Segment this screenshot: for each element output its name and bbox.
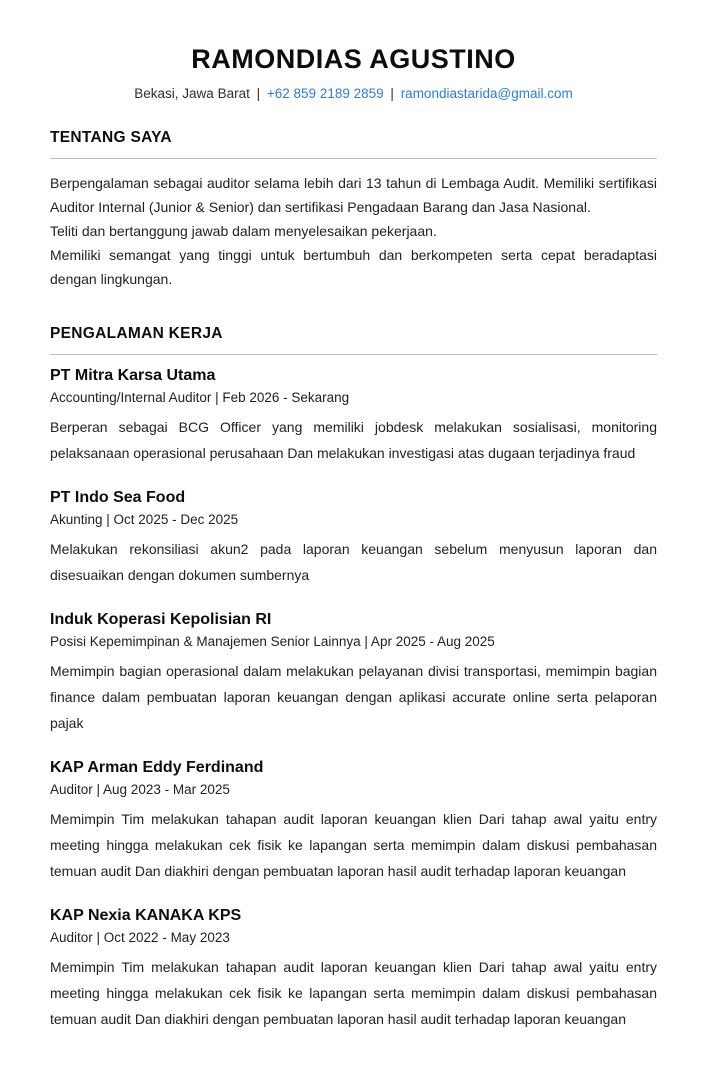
about-section-title: TENTANG SAYA	[50, 129, 172, 146]
job-entry	[50, 611, 657, 736]
jobs-list	[50, 367, 657, 1032]
contact-line	[50, 86, 657, 101]
job-meta: Auditor | Aug 2023 - Mar 2025	[50, 782, 230, 797]
job-company: KAP Nexia KANAKA KPS	[50, 907, 242, 924]
about-paragraphs	[50, 171, 657, 291]
job-entry	[50, 907, 657, 1032]
job-meta: Akunting | Oct 2025 - Dec 2025	[50, 512, 239, 527]
email-link[interactable]: ramondiastarida@gmail.com	[400, 86, 573, 101]
about-paragraph: Teliti dan bertanggung jawab dalam menyelesaikan pekerjaan.	[50, 223, 437, 239]
phone-link[interactable]: +62 859 2189 2859	[266, 86, 384, 101]
contact-separator: |	[390, 86, 394, 101]
job-company: Induk Koperasi Kepolisian RI	[50, 611, 272, 628]
job-entry	[50, 759, 657, 884]
section-divider	[50, 354, 657, 355]
about-paragraph: Berpengalaman sebagai auditor selama lebih dari 13 tahun di Lembaga Audit. Memiliki sertifikasi Auditor Internal (Junior & Senior) dan sertifikasi Pengadaan Barang dan Jasa Nasional.	[50, 175, 657, 215]
job-description: Memimpin Tim melakukan tahapan audit laporan keuangan klien Dari tahap awal yaitu entry meeting hingga melakukan cek fisik ke lapangan serta memimpin dalam diskusi pembahasan temuan audit Dan diakhiri dengan pembuatan laporan hasil audit terhadap laporan keuangan	[50, 959, 657, 1027]
section-divider	[50, 158, 657, 159]
job-description: Memimpin Tim melakukan tahapan audit laporan keuangan klien Dari tahap awal yaitu entry meeting hingga melakukan cek fisik ke lapangan serta memimpin dalam diskusi pembahasan temuan audit Dan diakhiri dengan pembuatan laporan hasil audit terhadap laporan keuangan	[50, 811, 657, 879]
job-meta: Accounting/Internal Auditor | Feb 2026 - Sekarang	[50, 390, 350, 405]
experience-section-title: PENGALAMAN KERJA	[50, 325, 223, 342]
job-description: Memimpin bagian operasional dalam melakukan pelayanan divisi transportasi, memimpin bagian finance dalam pembuatan laporan keuangan dengan aplikasi accurate online serta pelaporan pajak	[50, 663, 657, 731]
job-meta: Posisi Kepemimpinan & Manajemen Senior Lainnya | Apr 2025 - Aug 2025	[50, 634, 495, 649]
contact-separator: |	[256, 86, 261, 101]
experience-section	[50, 325, 657, 1032]
job-company: PT Indo Sea Food	[50, 489, 186, 506]
about-section	[50, 129, 657, 291]
job-company: KAP Arman Eddy Ferdinand	[50, 759, 264, 776]
person-name: RAMONDIAS AGUSTINO	[191, 44, 516, 74]
job-description: Melakukan rekonsiliasi akun2 pada laporan keuangan sebelum menyusun laporan dan disesuaikan dengan dokumen sumbernya	[50, 541, 657, 583]
resume-header	[50, 44, 657, 101]
location-text: Bekasi, Jawa Barat	[134, 86, 250, 101]
job-entry	[50, 489, 657, 588]
job-entry	[50, 367, 657, 466]
job-description: Berperan sebagai BCG Officer yang memiliki jobdesk melakukan sosialisasi, monitoring pelaksanaan operasional perusahaan Dan melakukan investigasi atas dugaan terjadinya fraud	[50, 419, 657, 461]
job-company: PT Mitra Karsa Utama	[50, 367, 216, 384]
job-meta: Auditor | Oct 2022 - May 2023	[50, 930, 230, 945]
about-paragraph: Memiliki semangat yang tinggi untuk bertumbuh dan berkompeten serta cepat beradaptasi dengan lingkungan.	[50, 247, 657, 287]
